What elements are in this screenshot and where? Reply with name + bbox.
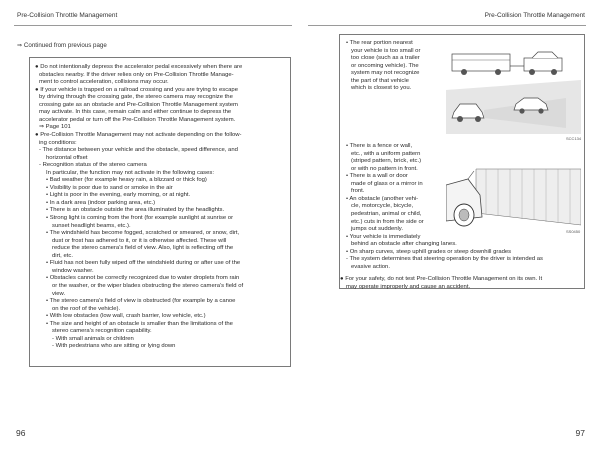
right-top-line-5: system may not recognize <box>351 70 420 77</box>
right-bottom-line-2: may operate improperly and cause an accident. <box>346 283 471 290</box>
trailer-vehicle-illustration <box>446 38 581 138</box>
left-line-17: • Visibility is poor due to sand or smoke in the air <box>46 184 173 191</box>
right-mid-line-10: pedestrian, animal or child, <box>351 210 422 217</box>
left-page-number: 96 <box>16 428 26 438</box>
left-line-28: window washer. <box>52 267 94 274</box>
right-mid-line-7: front. <box>351 188 365 195</box>
left-line-16: • Bad weather (for example heavy rain, a blizzard or thick fog) <box>46 177 207 184</box>
right-mid-line-5: • There is a wall or door <box>346 173 408 180</box>
left-line-27: • Fluid has not been fully wiped off the windshield during or after use of the <box>46 260 241 267</box>
left-line-38: - With pedestrians who are sitting or lying down <box>52 343 176 350</box>
right-top-line-1: • The rear portion nearest <box>346 40 413 46</box>
right-mid-line-9: cle, motorcycle, bicycle, <box>351 203 414 210</box>
figure-code-1: SCC134 <box>566 136 582 141</box>
left-line-37: - With small animals or children <box>52 335 134 342</box>
left-line-3: ment to control acceleration, collisions may occur. <box>39 79 169 86</box>
right-page-number: 97 <box>575 428 585 438</box>
left-line-35: • The size and height of an obstacle is smaller than the limitations of the <box>46 320 233 327</box>
left-line-15: In particular, the function may not activate in the following cases: <box>46 169 214 176</box>
right-top-line-7: which is closest to you. <box>351 85 412 92</box>
right-mid-line-8: • An obstacle (another vehi- <box>346 195 419 202</box>
left-line-33: on the roof of the vehicle). <box>52 305 121 312</box>
right-bottom-line-1: ● For your safety, do not test Pre-Collision Throttle Management on its own. It <box>340 276 543 282</box>
left-line-10: ● Pre-Collision Throttle Management may not activate depending on the follow- <box>35 131 242 138</box>
left-line-13: horizontal offset <box>46 154 88 161</box>
left-line-2: obstacles nearby. If the driver relies only on Pre-Collision Throttle Manage- <box>39 71 234 78</box>
right-header-title: Pre-Collision Throttle Management <box>484 12 585 19</box>
right-mid-line-1: • There is a fence or wall, <box>346 143 413 149</box>
left-line-21: • Strong light is coming from the front (for example sunlight at sunrise or <box>46 215 234 221</box>
left-line-36: stereo camera’s recognition capability. <box>52 328 152 335</box>
right-mid-line-13: • Your vehicle is immediately <box>346 233 421 240</box>
left-line-25: reduce the stereo camera’s field of view. Also, light is reflecting off the <box>52 245 234 252</box>
right-mid-line-17: evasive action. <box>351 263 390 270</box>
left-line-30: or the washer, or the wiper blades obstructing the stereo camera’s field of <box>52 282 244 289</box>
right-top-line-2: your vehicle is too small or <box>351 47 421 54</box>
car-facing-wall-illustration <box>446 165 581 231</box>
left-line-31: view. <box>52 290 66 297</box>
left-line-24: dust or frost has adhered to it, or it is otherwise affected. These will <box>52 237 227 244</box>
left-line-4: ● If your vehicle is trapped on a railroad crossing and you are trying to escape <box>35 86 238 93</box>
right-mid-line-4: or with no pattern in front. <box>351 165 418 172</box>
left-line-20: • There is an obstacle outside the area illuminated by the headlights. <box>46 207 225 214</box>
continued-note: ⇒ Continued from previous page <box>17 42 107 49</box>
right-mid-line-16: - The system determines that steering operation by the driver is intended as <box>346 256 544 263</box>
right-top-line-4: or oncoming vehicle). The <box>351 62 419 69</box>
right-top-line-3: too close (such as a trailer <box>351 55 420 62</box>
left-line-19: • In a dark area (indoor parking area, etc.) <box>46 199 156 206</box>
right-header-rule <box>308 25 586 26</box>
left-line-32: • The stereo camera’s field of view is obstructed (for example by a canoe <box>46 298 236 305</box>
left-line-12: - The distance between your vehicle and the obstacle, speed difference, and <box>39 147 238 154</box>
right-mid-line-14: behind an obstacle after changing lanes. <box>351 241 457 248</box>
left-line-7: may activate. In this case, remain calm and either continue to depress the <box>39 109 232 116</box>
left-line-18: • Light is poor in the evening, early morning, or at night. <box>46 192 191 199</box>
left-line-26: dirt, etc. <box>52 252 73 259</box>
left-line-14: - Recognition status of the stereo camera <box>39 162 147 169</box>
right-mid-line-6: made of glass or a mirror in <box>351 180 423 187</box>
right-mid-line-12: jumps out suddenly. <box>351 226 403 233</box>
left-line-23: • The windshield has become fogged, scratched or smeared, or snow, dirt, <box>46 230 240 237</box>
left-line-8: accelerator pedal or turn off the Pre-Collision Throttle Management system. <box>39 116 236 123</box>
right-mid-line-11: etc.) cuts in from the side or <box>351 218 424 225</box>
figure-code-2: SS0450 <box>566 229 581 234</box>
left-header-rule <box>14 25 292 26</box>
right-mid-line-2: etc., with a uniform pattern <box>351 150 421 157</box>
right-mid-line-3: (striped pattern, brick, etc.) <box>351 158 422 165</box>
left-line-6: crossing gate as an obstacle and Pre-Collision Throttle Management system <box>39 101 238 108</box>
left-line-9: ⇒ Page 101 <box>39 124 71 131</box>
left-line-29: • Obstacles cannot be correctly recognized due to water droplets from rain <box>46 275 240 282</box>
left-line-1: ● Do not intentionally depress the accelerator pedal excessively when there are <box>35 64 243 70</box>
left-line-22: sunset headlight beams, etc.). <box>52 222 131 229</box>
left-header-title: Pre-Collision Throttle Management <box>17 12 118 19</box>
left-line-34: • With low obstacles (low wall, crash barrier, low vehicle, etc.) <box>46 313 206 320</box>
right-top-line-6: the part of that vehicle <box>351 77 409 84</box>
left-line-11: ing conditions: <box>39 139 77 146</box>
right-mid-line-15: • On sharp curves, steep uphill grades or steep downhill grades <box>346 248 512 255</box>
left-line-5: by driving through the crossing gate, the stereo camera may recognize the <box>39 94 233 101</box>
